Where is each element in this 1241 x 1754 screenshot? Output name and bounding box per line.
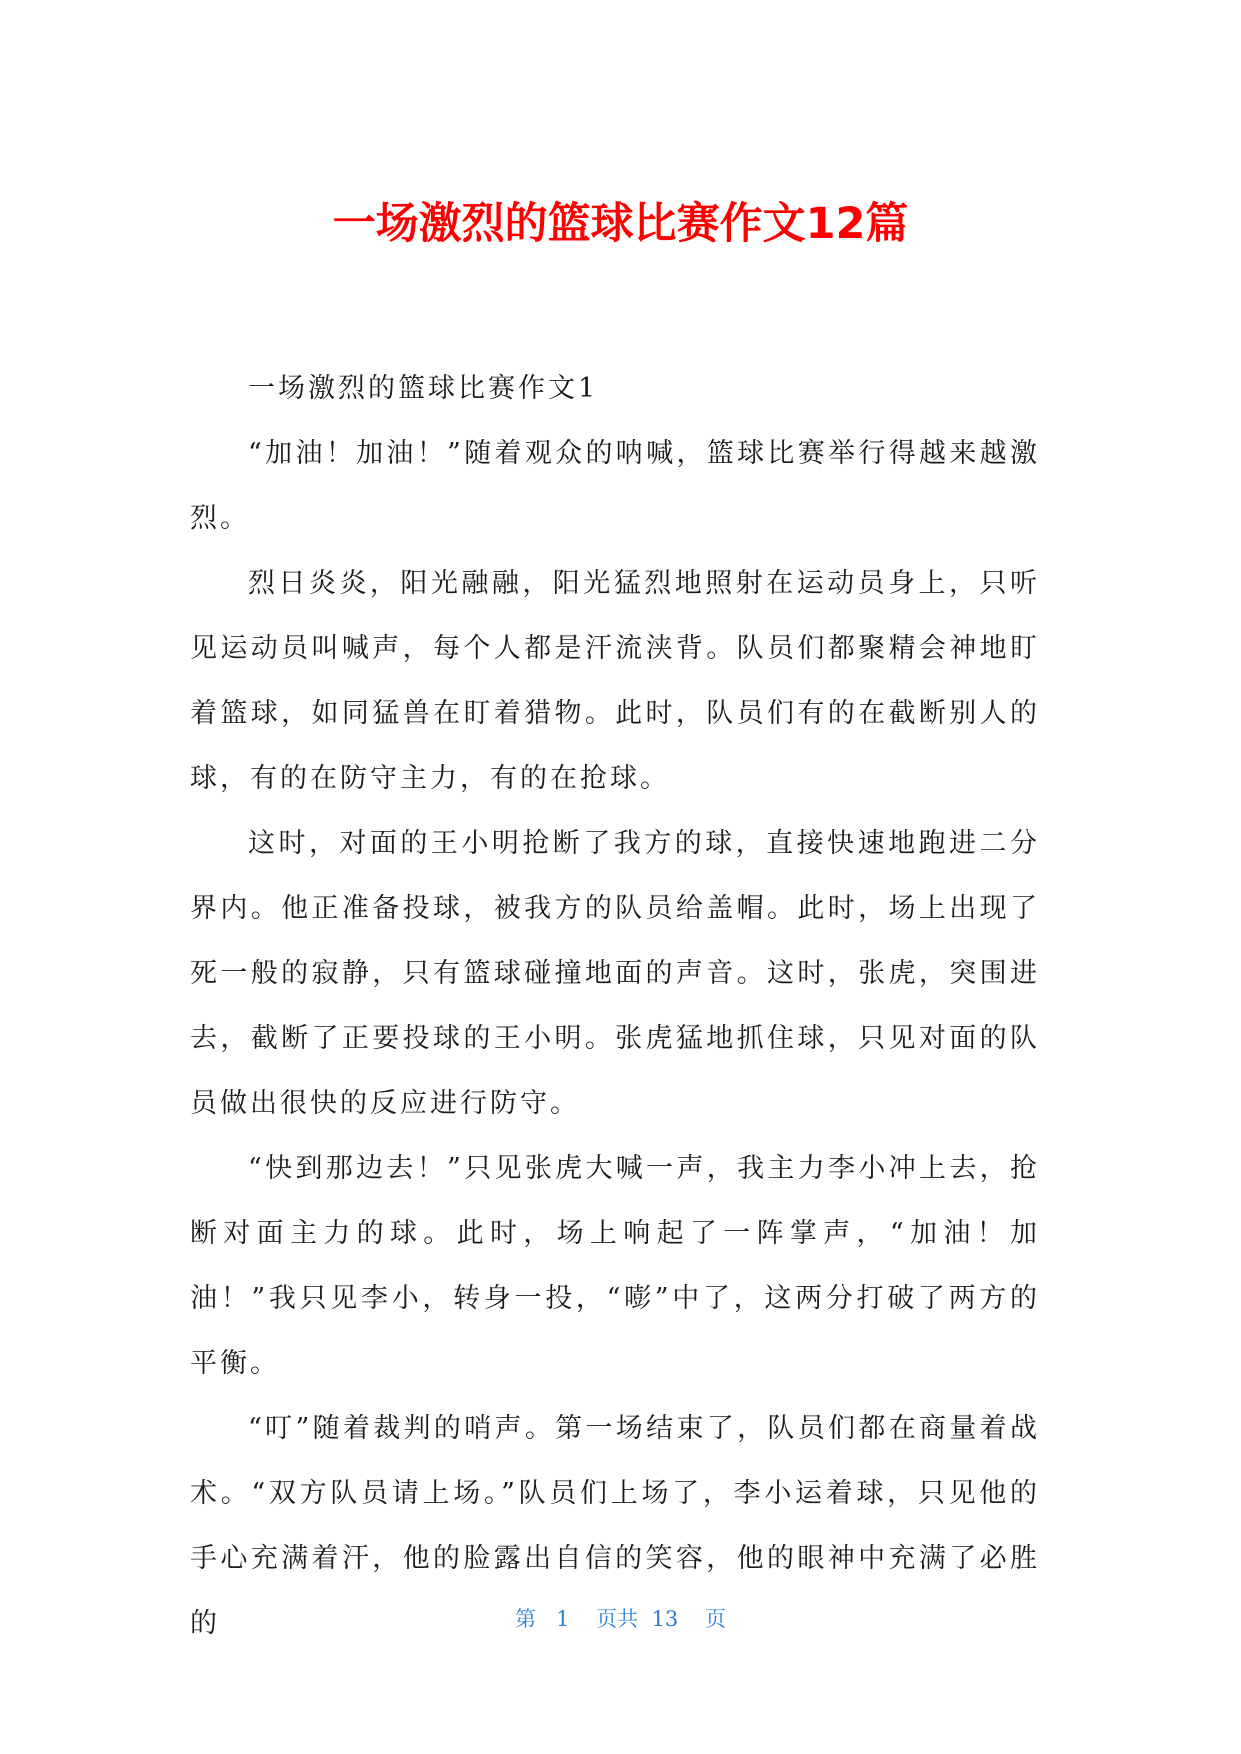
section-heading: 一场激烈的篮球比赛作文1 xyxy=(248,373,599,404)
document-body xyxy=(190,356,1040,1656)
paragraph: “快到那边去！”只见张虎大喊一声，我主力李小冲上去，抢断对面主力的球。此时，场上响起了一阵掌声，“加油！加油！”我只见李小，转身一投，“嘭”中了，这两分打破了两方的平衡。 xyxy=(190,1153,1040,1379)
paragraph: “叮”随着裁判的哨声。第一场结束了，队员们都在商量着战术。“双方队员请上场。”队员们上场了，李小运着球，只见他的手心充满着汗，他的脸露出自信的笑容，他的眼神中充满了必胜的 xyxy=(190,1413,1040,1639)
paragraph: “加油！加油！”随着观众的呐喊，篮球比赛举行得越来越激烈。 xyxy=(190,438,1040,534)
footer-current-page: 1 xyxy=(556,1607,570,1631)
footer-total-pages: 13 xyxy=(651,1607,679,1631)
footer-label-total: 页共 xyxy=(596,1607,639,1631)
footer-label-page: 第 xyxy=(515,1607,537,1631)
footer-label-end: 页 xyxy=(704,1607,726,1631)
paragraph: 这时，对面的王小明抢断了我方的球，直接快速地跑进二分界内。他正准备投球，被我方的队员给盖帽。此时，场上出现了死一般的寂静，只有篮球碰撞地面的声音。这时，张虎，突围进去，截断了正要投球的王小明。张虎猛地抓住球，只见对面的队员做出很快的反应进行防守。 xyxy=(190,828,1040,1119)
page-footer xyxy=(0,1605,1241,1633)
document-title: 一场激烈的篮球比赛作文12篇 xyxy=(332,199,909,249)
paragraph: 烈日炎炎，阳光融融，阳光猛烈地照射在运动员身上，只听见运动员叫喊声，每个人都是汗流浃背。队员们都聚精会神地盯着篮球，如同猛兽在盯着猎物。此时，队员们有的在截断别人的球，有的在防守主力，有的在抢球。 xyxy=(190,568,1040,794)
